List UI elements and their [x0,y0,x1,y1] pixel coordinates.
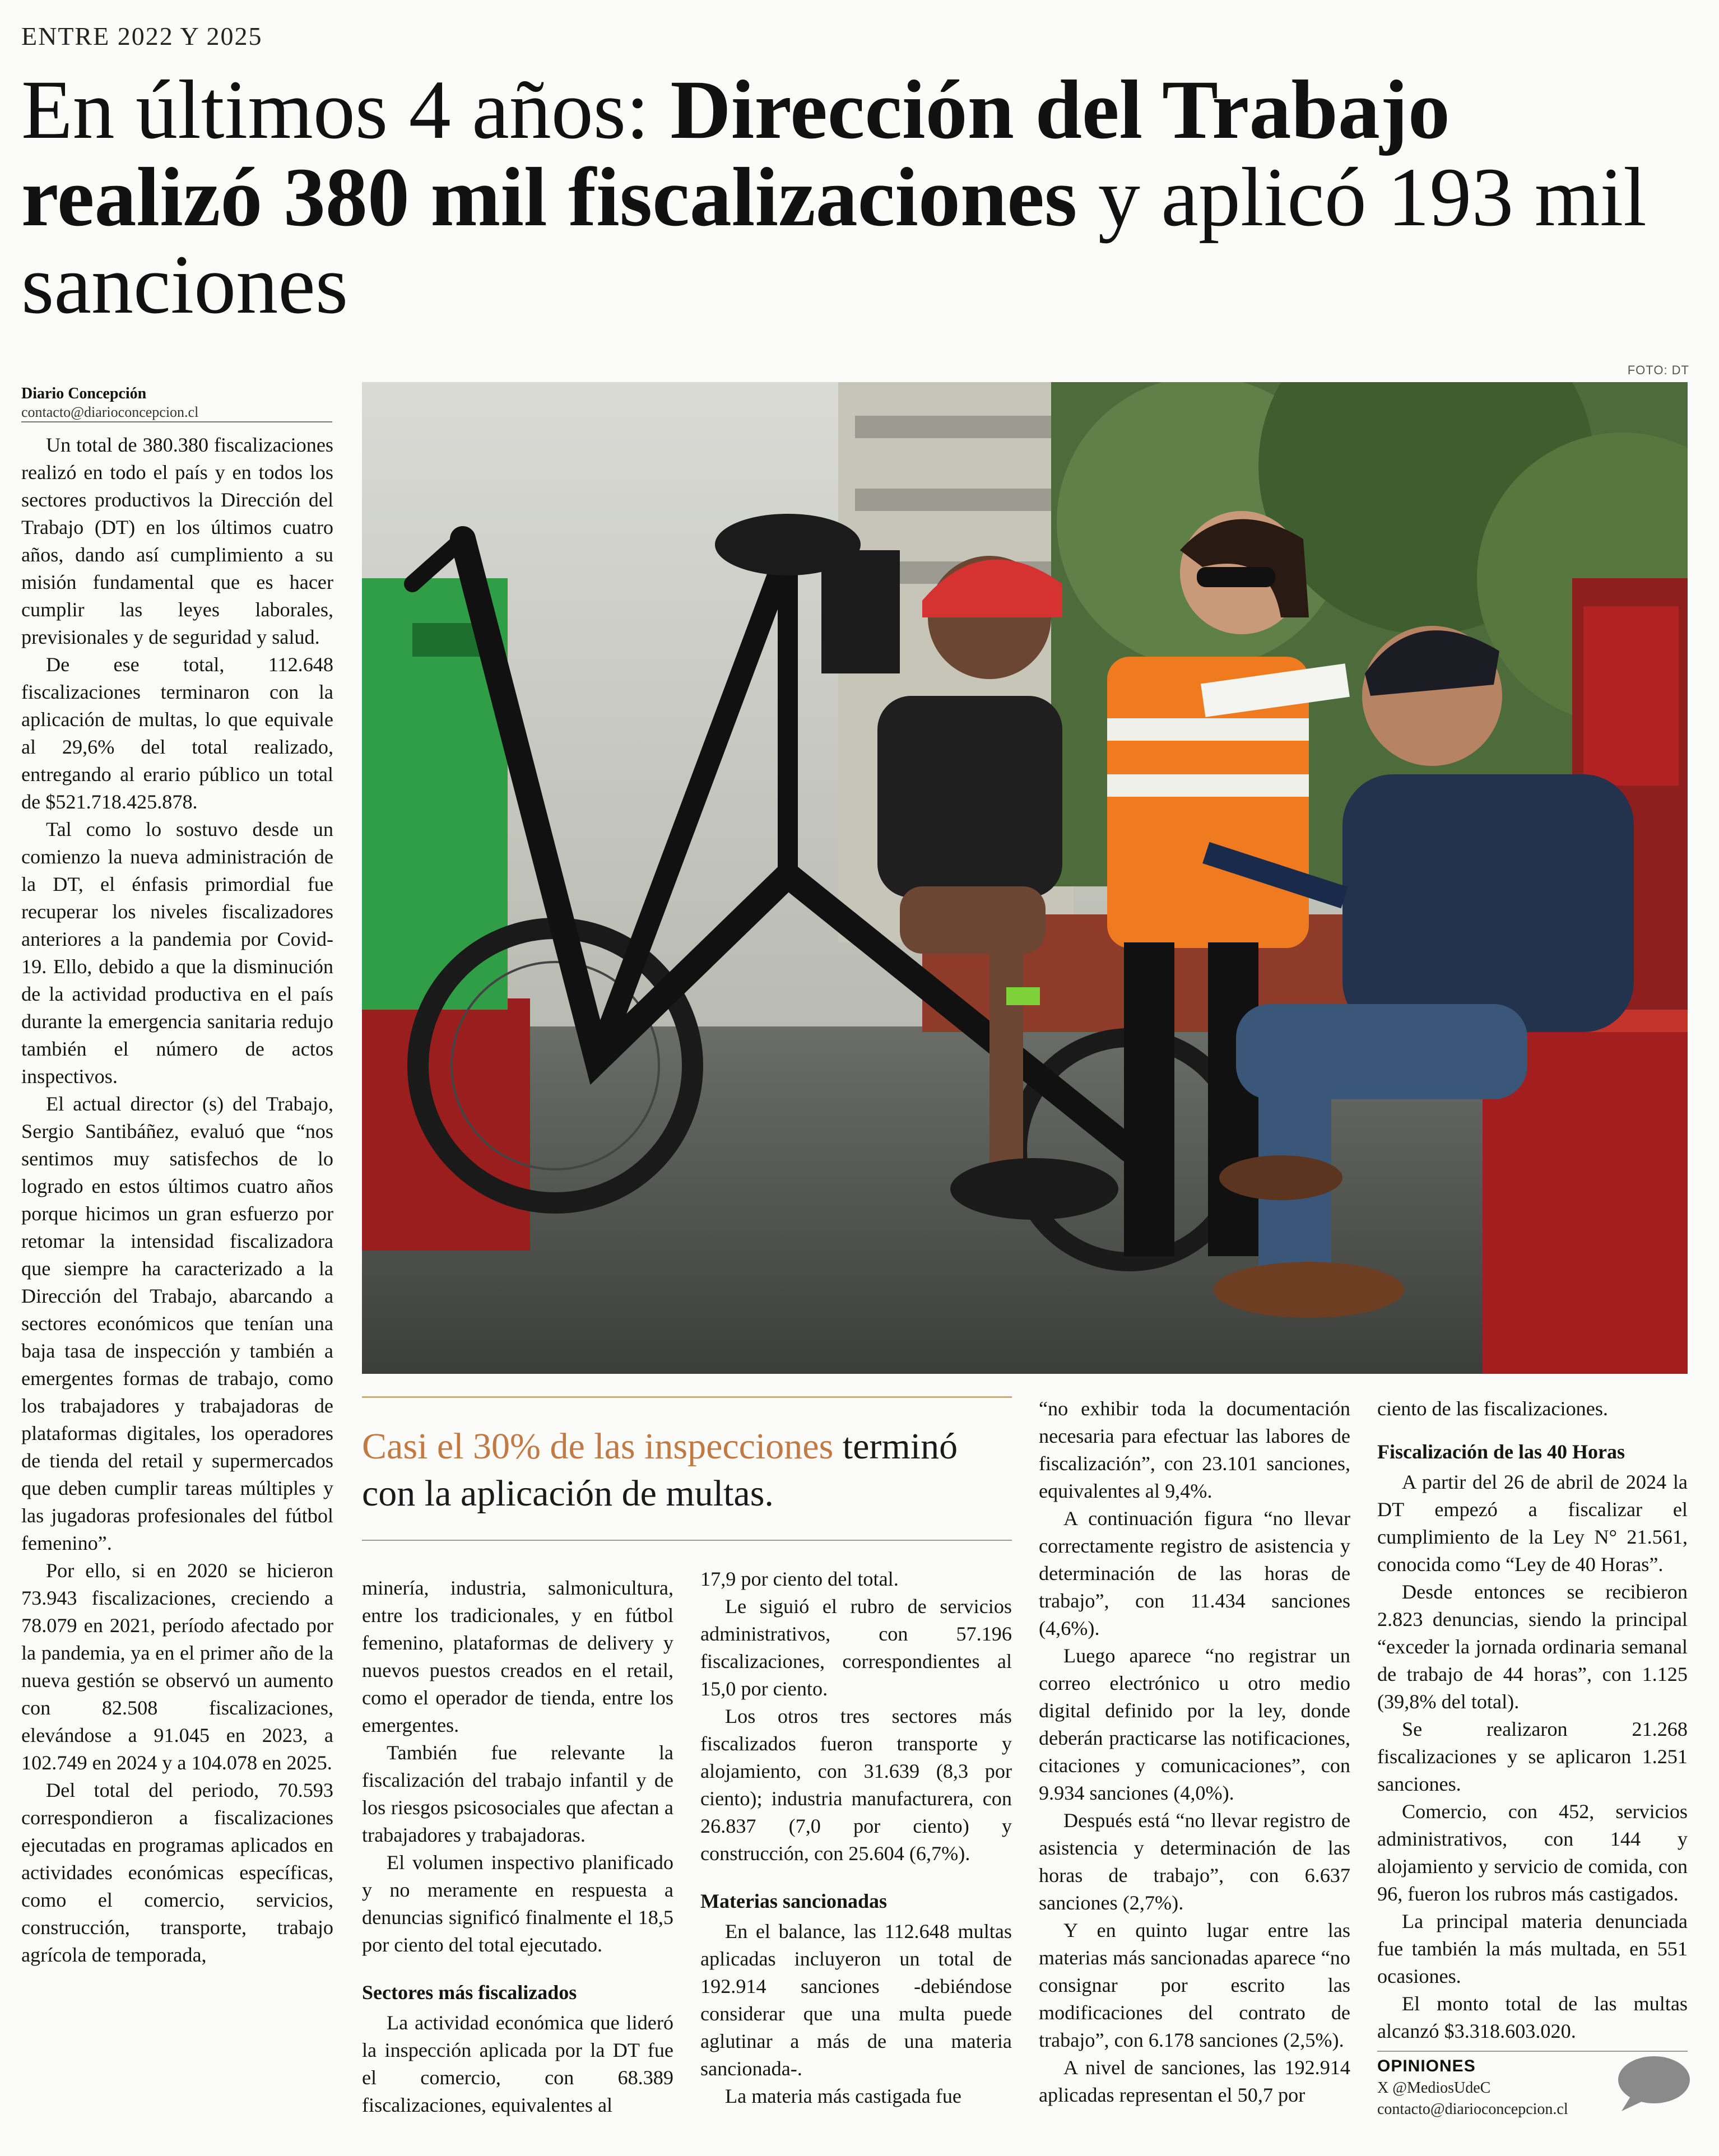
article-column-4 [1039,1395,1350,2109]
paragraph: A continuación figura “no llevar correctamente registro de asistencia y determinación de las horas de trabajo”, con 11.434 sanciones (4,6%). [1039,1507,1350,1639]
paragraph: Desde entonces se recibieron 2.823 denuncias, siendo la principal “exceder la jornada ordinaria semanal de trabajo de 44 horas”, con 1.125 (39,8% del total). [1377,1581,1688,1713]
headline-part-2: y aplicó 193 mil sanciones [21,151,1647,331]
byline-name: Diario Concepción [21,385,147,402]
paragraph: El monto total de las multas alcanzó $3.318.603.020. [1377,1992,1688,2042]
headline-part-1: En últimos 4 años: [21,63,671,156]
paragraph: Le siguió el rubro de servicios administrativos, con 57.196 fiscalizaciones, correspondientes al 15,0 por ciento. [700,1595,1012,1700]
pullquote-divider-bottom [362,1540,1012,1541]
headline [21,63,1680,331]
paragraph: En el balance, las 112.648 multas aplicadas incluyeron un total de 192.914 sanciones -debiéndose considerar que una multa puede aglutinar a más de una materia sancionada-. [700,1920,1012,2080]
photo-credit: FOTO: DT [1627,363,1689,377]
paragraph: La actividad económica que lideró la inspección aplicada por la DT fue el comercio, con 68.389 fiscalizaciones, equivalentes al [362,2011,673,2116]
paragraph: “no exhibir toda la documentación necesaria para efectuar las labores de fiscalización”, con 23.101 sanciones, equivalentes al 9,4%. [1039,1397,1350,1502]
headline-bold: Dirección del Trabajo realizó 380 mil fiscalizaciones [21,63,1450,244]
byline-email: contacto@diarioconcepcion.cl [21,404,199,420]
pullquote-divider-top [362,1396,1012,1398]
photo-inspectors-with-delivery-cyclist [362,382,1688,1374]
paragraph: Tal como lo sostuvo desde un comienzo la nueva administración de la DT, el énfasis primordial fue recuperar los niveles fiscalizadores anteriores a la pandemia por Covid-19. Ello, debido a que la disminución de la actividad productiva en el país durante la emergencia sanitaria redujo también el número de actos inspectivos. [21,818,333,1088]
article-column-1 [21,431,333,1969]
paragraph: Después está “no llevar registro de asistencia y determinación de las horas de trabajo”, con 6.637 sanciones (2,7%). [1039,1809,1350,1914]
section-heading: Materias sancionadas [700,1890,887,1912]
paragraph: De ese total, 112.648 fiscalizaciones terminaron con la aplicación de multas, lo que equivale al 29,6% del total realizado, entregando al erario público un total de $521.718.425.878. [21,653,333,813]
article-column-5 [1377,1395,1688,2045]
paragraph: 17,9 por ciento del total. [700,1568,899,1590]
opinions-divider [1377,2051,1688,2052]
paragraph: Un total de 380.380 fiscalizaciones realizó en todo el país y en todos los sectores productivos la Dirección del Trabajo (DT) en los últimos cuatro años, dando así cumplimiento a su misión fundamental que es hacer cumplir las leyes laborales, previsionales y de seguridad y salud. [21,434,333,648]
paragraph: Se realizaron 21.268 fiscalizaciones y se aplicaron 1.251 sanciones. [1377,1718,1688,1795]
byline-divider [21,421,332,422]
paragraph: La principal materia denunciada fue también la más multada, en 551 ocasiones. [1377,1910,1688,1987]
paragraph: La materia más castigada fue [725,2085,961,2107]
paragraph: Comercio, con 452, servicios administrativos, con 144 y alojamiento y servicio de comida, con 96, fueron los rubros más castigados. [1377,1800,1688,1905]
article-column-2 [362,1574,673,2119]
paragraph: A partir del 26 de abril de 2024 la DT empezó a fiscalizar el cumplimiento de la Ley N° 21.561, conocida como “Ley de 40 Horas”. [1377,1471,1688,1576]
article-photo [362,382,1688,1374]
paragraph: Del total del periodo, 70.593 correspondieron a fiscalizaciones ejecutadas en programas aplicados en actividades económicas específicas, como el comercio, servicios, construcción, transporte, trabajo agrícola de temporada, [21,1779,333,1966]
pullquote-rest: terminó con la aplicación de multas. [362,1426,958,1514]
paragraph: Por ello, si en 2020 se hicieron 73.943 fiscalizaciones, creciendo a 78.079 en 2021, período afectado por la pandemia, ya en el primer año de la nueva gestión se observó un aumento con 82.508 fiscalizaciones, elevándose a 91.045 en 2023, a 102.749 en 2024 y a 104.078 en 2025. [21,1559,333,1774]
pullquote [362,1423,1012,1517]
paragraph: ciento de las fiscalizaciones. [1377,1397,1608,1420]
section-heading: Fiscalización de las 40 Horas [1377,1441,1625,1463]
byline [21,384,332,421]
paragraph: El actual director (s) del Trabajo, Sergio Santibáñez, evaluó que “nos sentimos muy satisfechos de lo logrado en estos últimos cuatro años porque hicimos un gran esfuerzo por retomar la intensidad fiscalizadora que siempre ha caracterizado a la Dirección del Trabajo, abarcando a sectores económicos que tenían una baja tasa de inspección y también a emergentes formas de trabajo, como los trabajadores y trabajadoras de plataformas digitales, los operadores de tienda del retail y supermercados que deben cumplir tareas múltiples y las jugadoras profesionales del fútbol femenino”. [21,1093,333,1554]
pullquote-box [362,1401,1012,1517]
opinions-handle: X @MediosUdeC [1377,2079,1491,2097]
opinions-email: contacto@diarioconcepcion.cl [1377,2101,1568,2118]
section-heading: Sectores más fiscalizados [362,1981,577,2004]
paragraph: Luego aparece “no registrar un correo electrónico u otro medio digital definido por la ley, donde deberán practicarse las notificaciones, citaciones y comunicaciones”, con 9.934 sanciones (4,0%). [1039,1644,1350,1804]
paragraph: El volumen inspectivo planificado y no meramente en respuesta a denuncias significó finalmente el 18,5 por ciento del total ejecutado. [362,1851,673,1956]
opinions-label: OPINIONES [1377,2057,1476,2075]
paragraph: A nivel de sanciones, las 192.914 aplicadas representan el 50,7 por [1039,2056,1350,2106]
paragraph: Y en quinto lugar entre las materias más sancionadas aparece “no consignar por escrito las modificaciones del contrato de trabajo”, con 6.178 sanciones (2,5%). [1039,1919,1350,2051]
opinions-box [1377,2055,1635,2120]
kicker: ENTRE 2022 Y 2025 [21,22,263,50]
article-column-3 [700,1565,1012,2110]
pullquote-accent: Casi el 30% de las inspecciones [362,1426,834,1467]
paragraph: minería, industria, salmonicultura, entre los tradicionales, y en fútbol femenino, plataformas de delivery y nuevos puestos creados en el retail, como el operador de tienda, entre los emergentes. [362,1577,673,1736]
speech-bubble-icon [1614,2053,1692,2115]
paragraph: Los otros tres sectores más fiscalizados fueron transporte y alojamiento, con 31.639 (8,3 por ciento); industria manufacturera, con 26.837 (7,0 por ciento) y construcción, con 25.604 (6,7%). [700,1705,1012,1865]
paragraph: También fue relevante la fiscalización del trabajo infantil y de los riesgos psicosociales que afectan a trabajadores y trabajadoras. [362,1741,673,1846]
